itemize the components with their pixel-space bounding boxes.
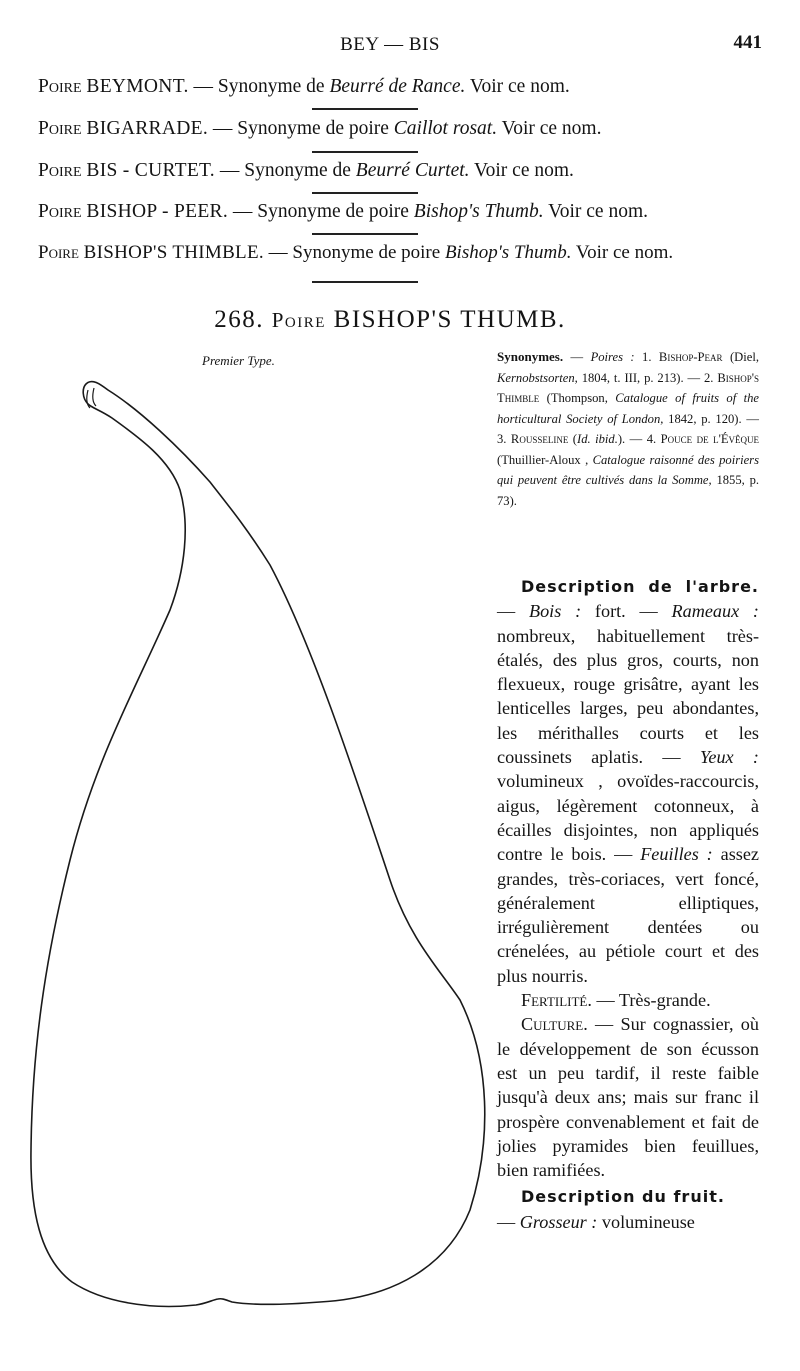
synonyms-text: (Thompson,	[539, 391, 616, 405]
entry-text: — Synonyme de poire	[228, 201, 414, 222]
synonyms-text: (Diel,	[722, 350, 759, 364]
pear-stalk-tip	[87, 388, 96, 408]
fruit-description	[497, 1184, 759, 1209]
description-text: nombreux, habituellement très-étalés, des plus gros, courts, non flexueux, rouge grisâtre, ayant les lenticelles larges, peu abondantes, les mérithalles courts et les coussinets aplatis. —	[497, 625, 759, 768]
entry-tail: Voir ce nom.	[465, 76, 570, 97]
entry-prefix: Poire	[38, 118, 82, 139]
fruit-size-line	[497, 1210, 759, 1234]
entry-name: BISHOP - PEER.	[86, 201, 229, 222]
entry-reference: Caillot rosat.	[393, 118, 498, 139]
synonym-name: Bishop's Thimble	[497, 370, 759, 405]
entry-tail: Voir ce nom.	[469, 160, 574, 181]
synonym-name: Pouce de l'Évêque	[660, 432, 760, 446]
entry-name: BIGARRADE.	[86, 118, 209, 139]
synonyms-italic: Poires :	[590, 350, 635, 364]
entry-tail: Voir ce nom.	[497, 118, 602, 139]
entry-text: — Synonyme de poire	[263, 242, 445, 263]
synonyms-text: 1804, t. III, p. 213). — 2.	[577, 370, 718, 385]
article-name: BISHOP'S THUMB.	[333, 306, 566, 333]
synonyms-italic: Catalogue of fruits of the horticultural Society of London,	[497, 391, 759, 426]
description-block	[497, 574, 759, 1234]
description-italic: Yeux :	[699, 747, 759, 768]
description-text: assez grandes, très-coriaces, vert foncé, généralement elliptiques, irrégulièrement dentées ou crénelées, au pétiole court et des plus nourris.	[497, 844, 759, 986]
entry-prefix: Poire	[38, 201, 82, 222]
synonyms-text: (Thuillier-Aloux ,	[497, 452, 593, 467]
synonyms-text: 1842, p. 120). — 3.	[497, 411, 759, 446]
fertility-text: — Très-grande.	[591, 990, 711, 1011]
synonyms-block	[497, 347, 759, 511]
entry-name: BIS - CURTET.	[86, 160, 215, 181]
synonym-name: Bishop-Pear	[658, 350, 723, 364]
synonyms-text: (	[568, 432, 577, 446]
culture-text: — Sur cognassier, où le développement de son écusson est un peu tardif, il reste faible jusqu'à deux ans; mais sur franc il prospère convenablement et fait de jolies pyramides bien feuillues, bien ramifiées.	[497, 1014, 759, 1181]
description-italic: Feuilles :	[640, 844, 713, 865]
culture-paragraph	[497, 1012, 759, 1182]
article-prefix: Poire	[271, 308, 326, 332]
synonyms-text: —	[563, 350, 591, 364]
description-text: —	[497, 601, 529, 622]
page-number: 441	[733, 32, 762, 53]
tree-heading: Description de l'arbre.	[521, 577, 759, 596]
synonyms-text: ). — 4.	[617, 432, 661, 446]
entry-prefix: Poire	[38, 76, 82, 97]
description-text: volumineux , ovoïdes-raccourcis, aigus, légèrement cotonneux, à écailles disjointes, non appliqués contre le bois. —	[497, 771, 759, 865]
entry-name: BEYMONT.	[86, 76, 189, 97]
description-italic: Grosseur :	[519, 1211, 598, 1232]
figure-caption: Premier Type.	[202, 353, 275, 368]
synonyms-italic: Kernobstsorten,	[497, 370, 578, 385]
entry-text: — Synonyme de poire	[208, 118, 394, 139]
synonyms-text: 1855, p. 73).	[497, 473, 760, 508]
description-text: volumineuse	[597, 1211, 695, 1232]
tree-description	[497, 574, 759, 988]
entry-reference: Bishop's Thumb.	[413, 201, 544, 222]
synonyms-label: Synonymes.	[497, 349, 564, 364]
entry-text: — Synonyme de	[214, 160, 356, 181]
description-text: —	[497, 1211, 520, 1232]
entry-name: BISHOP'S THIMBLE.	[83, 242, 264, 263]
description-italic: Rameaux :	[671, 601, 759, 622]
running-header: BEY — BIS	[340, 34, 440, 55]
entry-tail: Voir ce nom.	[543, 201, 648, 222]
entry-reference: Beurré de Rance.	[329, 76, 466, 97]
entry-text: — Synonyme de	[188, 76, 330, 97]
entry-prefix: Poire	[38, 160, 82, 181]
fertility-paragraph	[497, 988, 759, 1012]
culture-label: Culture.	[521, 1014, 588, 1035]
entry-prefix: Poire	[38, 242, 79, 263]
description-italic: Bois :	[528, 601, 582, 622]
entry-reference: Beurré Curtet.	[355, 160, 470, 181]
pear-outline	[31, 382, 485, 1307]
synonym-name: Rousseline	[510, 432, 569, 446]
description-text: fort. —	[581, 601, 672, 622]
entry-tail: Voir ce nom.	[571, 242, 674, 263]
synonyms-text: 1.	[634, 350, 659, 364]
article-number: 268.	[214, 306, 264, 333]
fruit-heading: Description du fruit.	[521, 1187, 725, 1207]
synonyms-italic: Catalogue raisonné des poiriers qui peuvent être cultivés dans la Somme,	[497, 452, 759, 487]
entry-reference: Bishop's Thumb.	[444, 242, 572, 263]
synonyms-italic: Id. ibid.	[577, 432, 618, 446]
fertility-label: Fertilité.	[521, 990, 592, 1011]
